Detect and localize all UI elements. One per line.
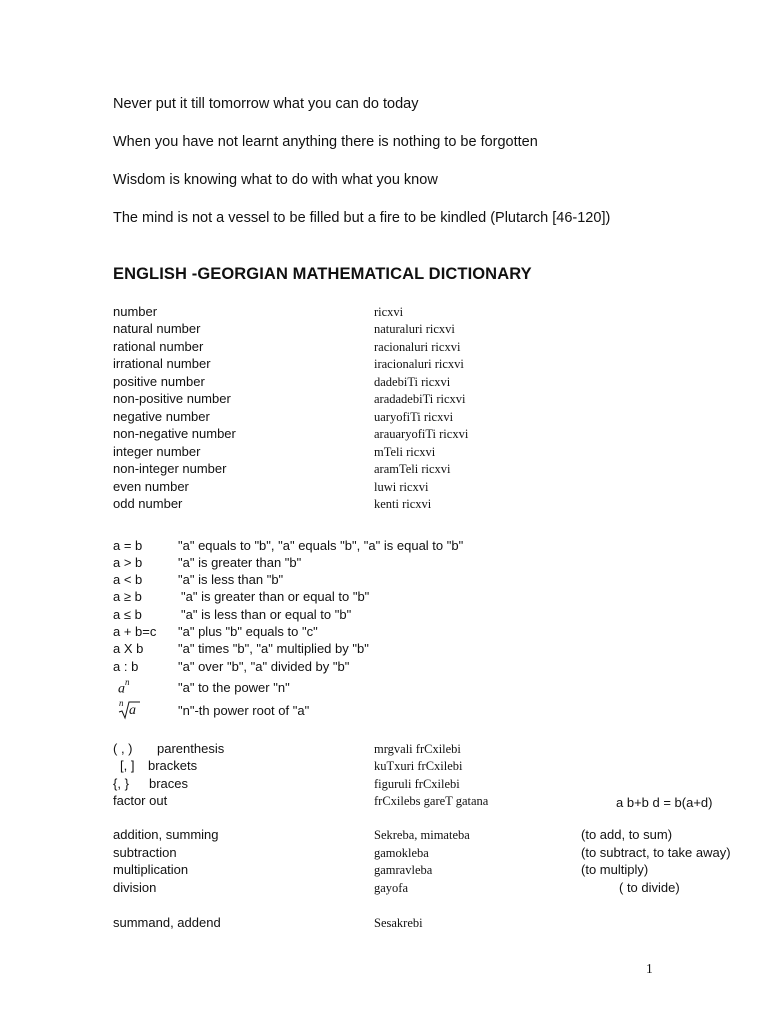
term-georgian: uaryofiTi ricxvi — [374, 410, 454, 424]
term-english: brackets — [148, 758, 198, 773]
root-expression — [117, 700, 141, 720]
math-description: "n"-th power root of "a" — [178, 703, 310, 718]
term-georgian: racionaluri ricxvi — [374, 340, 461, 354]
term-georgian: iracionaluri ricxvi — [374, 357, 464, 371]
term-georgian: dadebiTi ricxvi — [374, 375, 451, 389]
term-english: addition, summing — [113, 827, 219, 842]
math-expression: a = b — [113, 538, 143, 553]
root-radicand: a — [129, 703, 136, 718]
math-description: "a" is less than "b" — [178, 572, 284, 587]
term-georgian: kenti ricxvi — [374, 497, 432, 511]
term-english: non-integer number — [113, 461, 227, 476]
power-exponent: n — [125, 677, 130, 687]
term-english: braces — [149, 776, 189, 791]
math-expression: a ≥ b — [113, 589, 142, 604]
quote-line: The mind is not a vessel to be filled but a fire to be kindled (Plutarch [46-120]) — [113, 210, 611, 226]
math-description: "a" plus "b" equals to "c" — [178, 624, 318, 639]
bracket-symbol: ( , ) — [113, 741, 133, 756]
term-english: factor out — [113, 793, 168, 808]
verb-note: ( to divide) — [619, 880, 680, 895]
term-english: natural number — [113, 321, 201, 336]
quote-line: Never put it till tomorrow what you can do today — [113, 96, 419, 112]
term-english: even number — [113, 479, 189, 494]
math-description: "a" is less than or equal to "b" — [181, 607, 352, 622]
term-georgian: frCxilebs gareT gatana — [374, 794, 489, 808]
verb-note: (to multiply) — [581, 862, 649, 877]
term-english: negative number — [113, 409, 210, 424]
math-description: "a" over "b", "a" divided by "b" — [178, 659, 350, 674]
term-english: non-positive number — [113, 391, 231, 406]
power-expression — [118, 678, 130, 697]
term-english: odd number — [113, 496, 183, 511]
term-english: non-negative number — [113, 426, 236, 441]
math-expression: a X b — [113, 641, 144, 656]
math-expression: a < b — [113, 572, 143, 587]
math-expression: a : b — [113, 659, 139, 674]
term-georgian: Sesakrebi — [374, 916, 423, 930]
page-number: 1 — [646, 961, 653, 976]
term-english: multiplication — [113, 862, 189, 877]
term-georgian: ricxvi — [374, 305, 404, 319]
term-georgian: mTeli ricxvi — [374, 445, 436, 459]
math-expression: a > b — [113, 555, 143, 570]
term-english: division — [113, 880, 157, 895]
term-english: rational number — [113, 339, 204, 354]
term-english: subtraction — [113, 845, 177, 860]
math-description: "a" equals to "b", "a" equals "b", "a" is equal to "b" — [178, 538, 464, 553]
term-georgian: arauaryofiTi ricxvi — [374, 427, 469, 441]
term-english: integer number — [113, 444, 201, 459]
term-georgian: gamokleba — [374, 846, 429, 860]
term-georgian: naturaluri ricxvi — [374, 322, 455, 336]
term-georgian: kuTxuri frCxilebi — [374, 759, 463, 773]
quote-line: When you have not learnt anything there is nothing to be forgotten — [113, 134, 538, 150]
term-english: summand, addend — [113, 915, 221, 930]
example-formula: a b+b d = b(a+d) — [616, 795, 713, 810]
term-georgian: gamravleba — [374, 863, 433, 877]
term-georgian: Sekreba, mimateba — [374, 828, 470, 842]
quote-line: Wisdom is knowing what to do with what you know — [113, 172, 438, 188]
verb-note: (to subtract, to take away) — [581, 845, 731, 860]
math-description: "a" is greater than or equal to "b" — [181, 589, 370, 604]
term-georgian: figuruli frCxilebi — [374, 777, 460, 791]
bracket-symbol: [, ] — [120, 758, 135, 773]
term-georgian: aramTeli ricxvi — [374, 462, 451, 476]
term-english: irrational number — [113, 356, 211, 371]
math-description: "a" is greater than "b" — [178, 555, 302, 570]
math-description: "a" to the power "n" — [178, 680, 290, 695]
bracket-symbol: {, } — [113, 776, 129, 791]
term-georgian: gayofa — [374, 881, 409, 895]
math-expression: a ≤ b — [113, 607, 142, 622]
root-index: n — [119, 698, 124, 708]
power-base: a — [118, 681, 125, 697]
verb-note: (to add, to sum) — [581, 827, 673, 842]
dictionary-title: ENGLISH -GEORGIAN MATHEMATICAL DICTIONARY — [113, 265, 532, 283]
math-expression: a + b=c — [113, 624, 157, 639]
term-georgian: luwi ricxvi — [374, 480, 429, 494]
math-description: "a" times "b", "a" multiplied by "b" — [178, 641, 369, 656]
term-english: positive number — [113, 374, 205, 389]
term-georgian: aradadebiTi ricxvi — [374, 392, 466, 406]
term-english: number — [113, 304, 158, 319]
term-georgian: mrgvali frCxilebi — [374, 742, 461, 756]
term-english: parenthesis — [157, 741, 225, 756]
